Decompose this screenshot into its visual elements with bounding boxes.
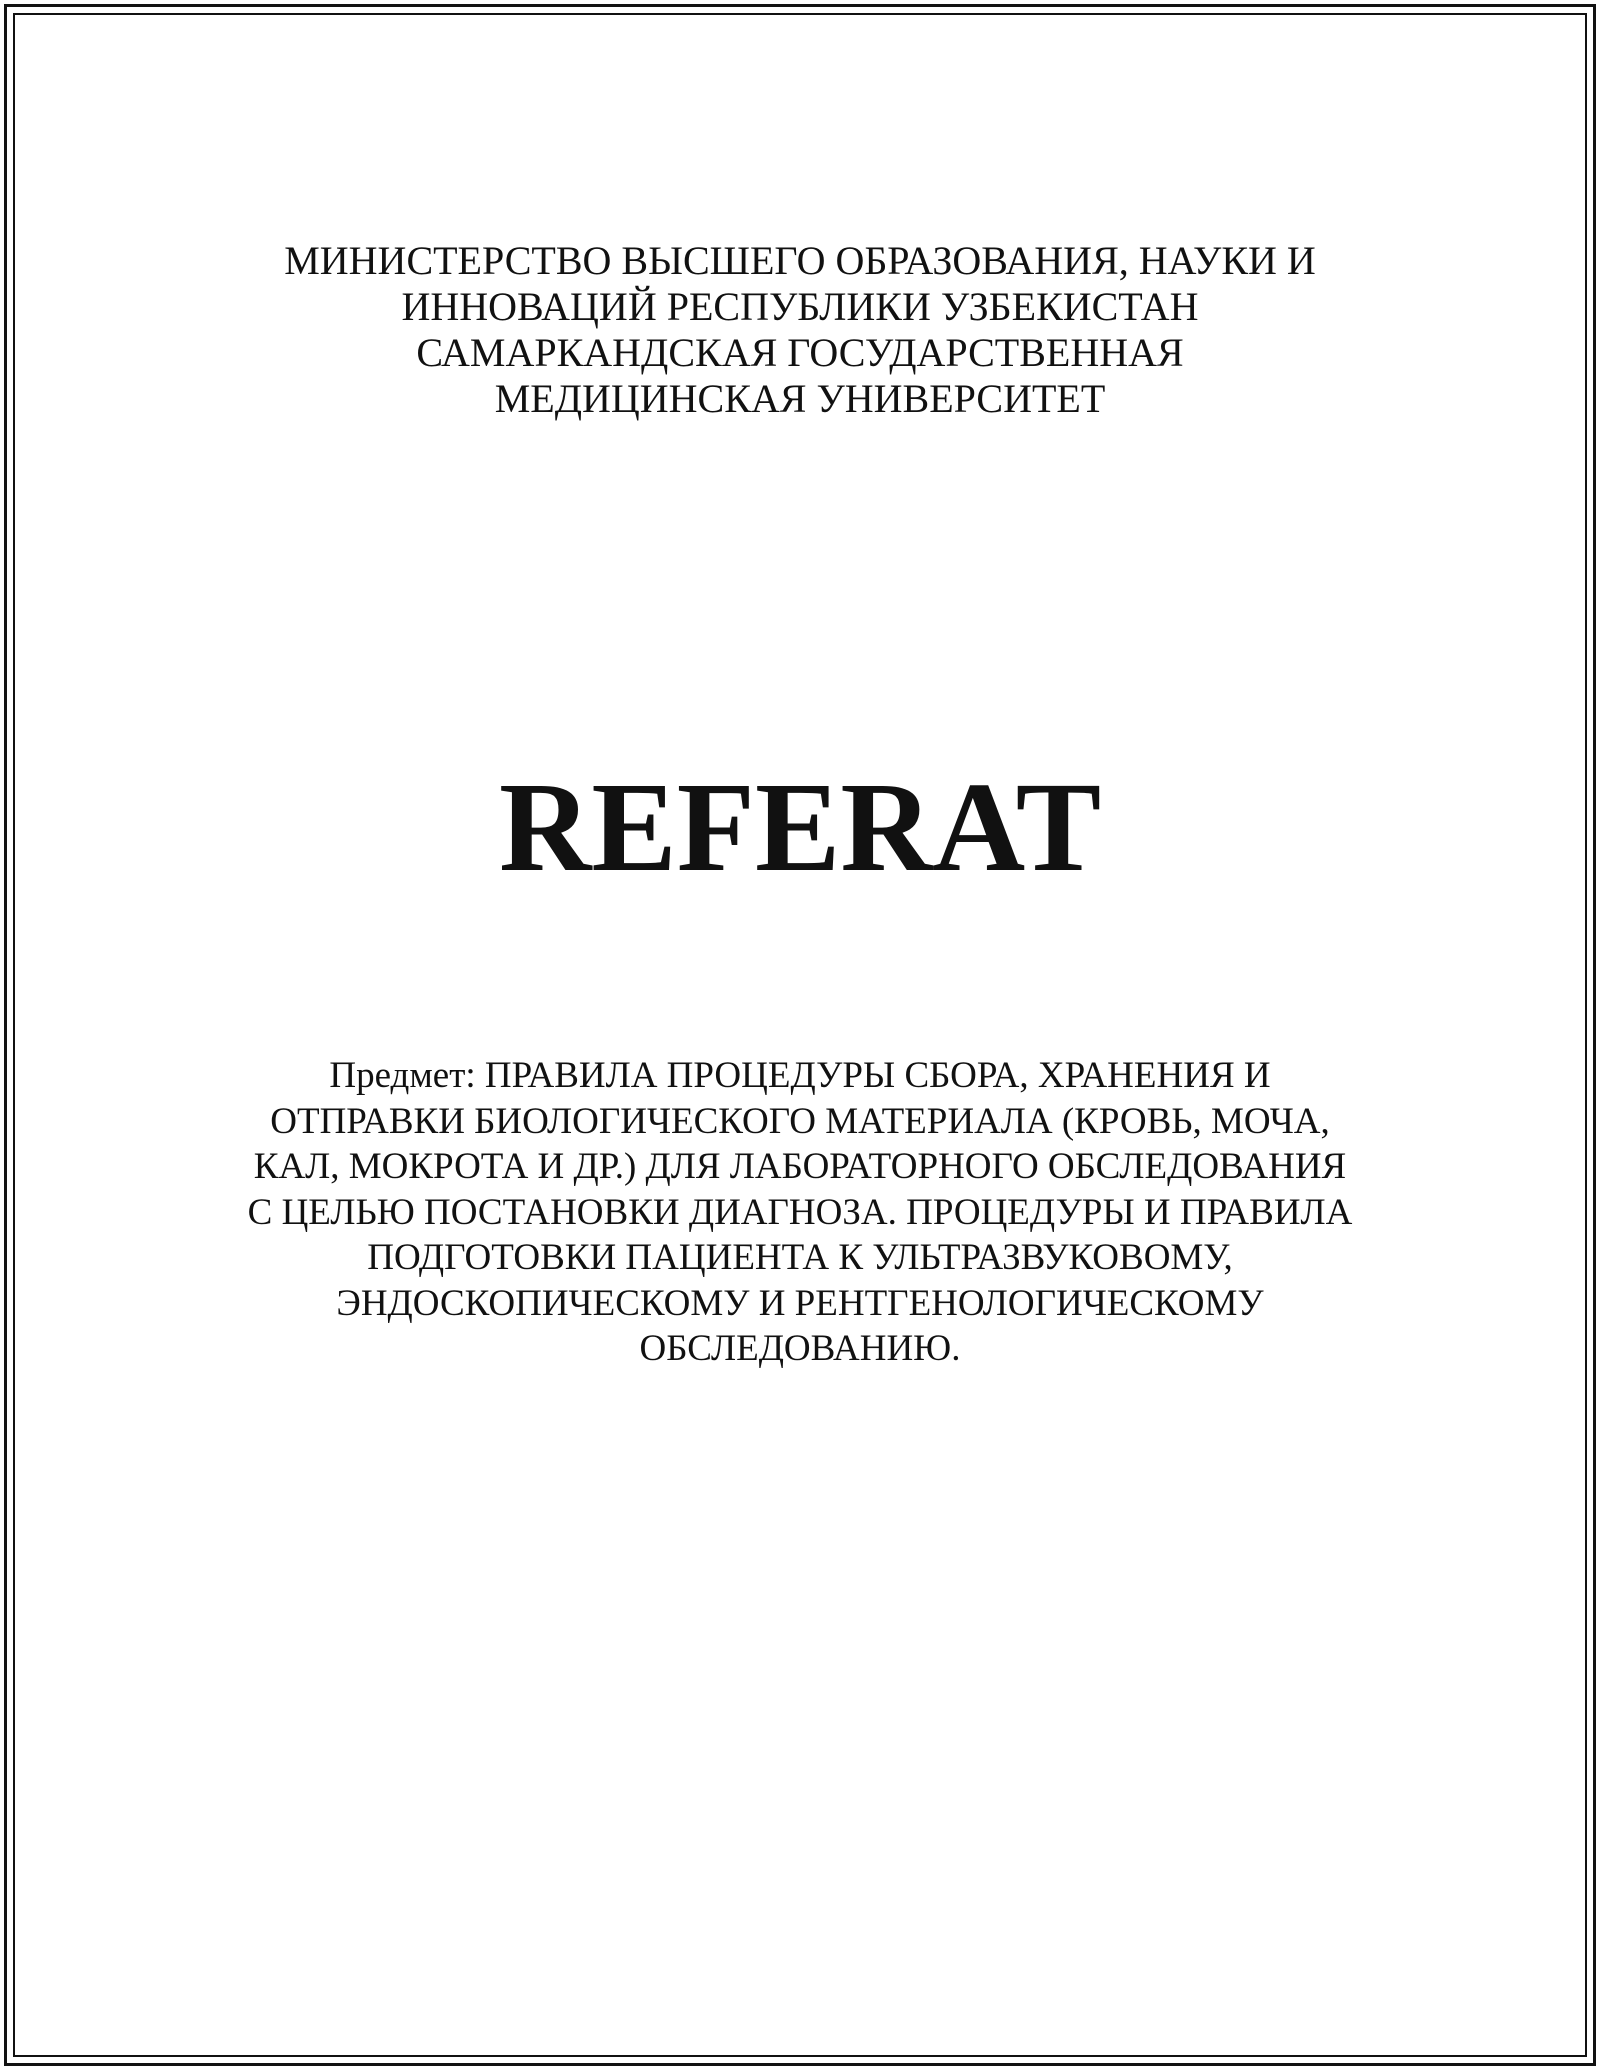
- subject-line: ОБСЛЕДОВАНИЮ.: [639, 1328, 961, 1369]
- institution-header: [0, 238, 1600, 422]
- institution-header-line: МИНИСТЕРСТВО ВЫСШЕГО ОБРАЗОВАНИЯ, НАУКИ И: [284, 238, 1316, 283]
- subject-line: С ЦЕЛЬЮ ПОСТАНОВКИ ДИАГНОЗА. ПРОЦЕДУРЫ И ПРАВИЛА: [247, 1191, 1353, 1233]
- subject-block: [0, 1053, 1600, 1372]
- subject-line: ОТПРАВКИ БИОЛОГИЧЕСКОГО МАТЕРИАЛА (КРОВЬ, МОЧА,: [270, 1100, 1330, 1142]
- institution-header-line: ИННОВАЦИЙ РЕСПУБЛИКИ УЗБЕКИСТАН: [401, 284, 1199, 329]
- subject-line: Предмет: ПРАВИЛА ПРОЦЕДУРЫ СБОРА, ХРАНЕНИЯ И: [329, 1055, 1271, 1096]
- subject-line: ПОДГОТОВКИ ПАЦИЕНТА К УЛЬТРАЗВУКОВОМУ,: [367, 1237, 1233, 1278]
- subject-line: ЭНДОСКОПИЧЕСКОМУ И РЕНТГЕНОЛОГИЧЕСКОМУ: [336, 1282, 1264, 1324]
- subject-line: КАЛ, МОКРОТА И ДР.) ДЛЯ ЛАБОРАТОРНОГО ОБСЛЕДОВАНИЯ: [253, 1146, 1347, 1187]
- institution-header-line: МЕДИЦИНСКАЯ УНИВЕРСИТЕТ: [494, 376, 1106, 421]
- institution-header-line: САМАРКАНДСКАЯ ГОСУДАРСТВЕННАЯ: [416, 330, 1184, 375]
- document-title: REFERAT: [498, 756, 1102, 898]
